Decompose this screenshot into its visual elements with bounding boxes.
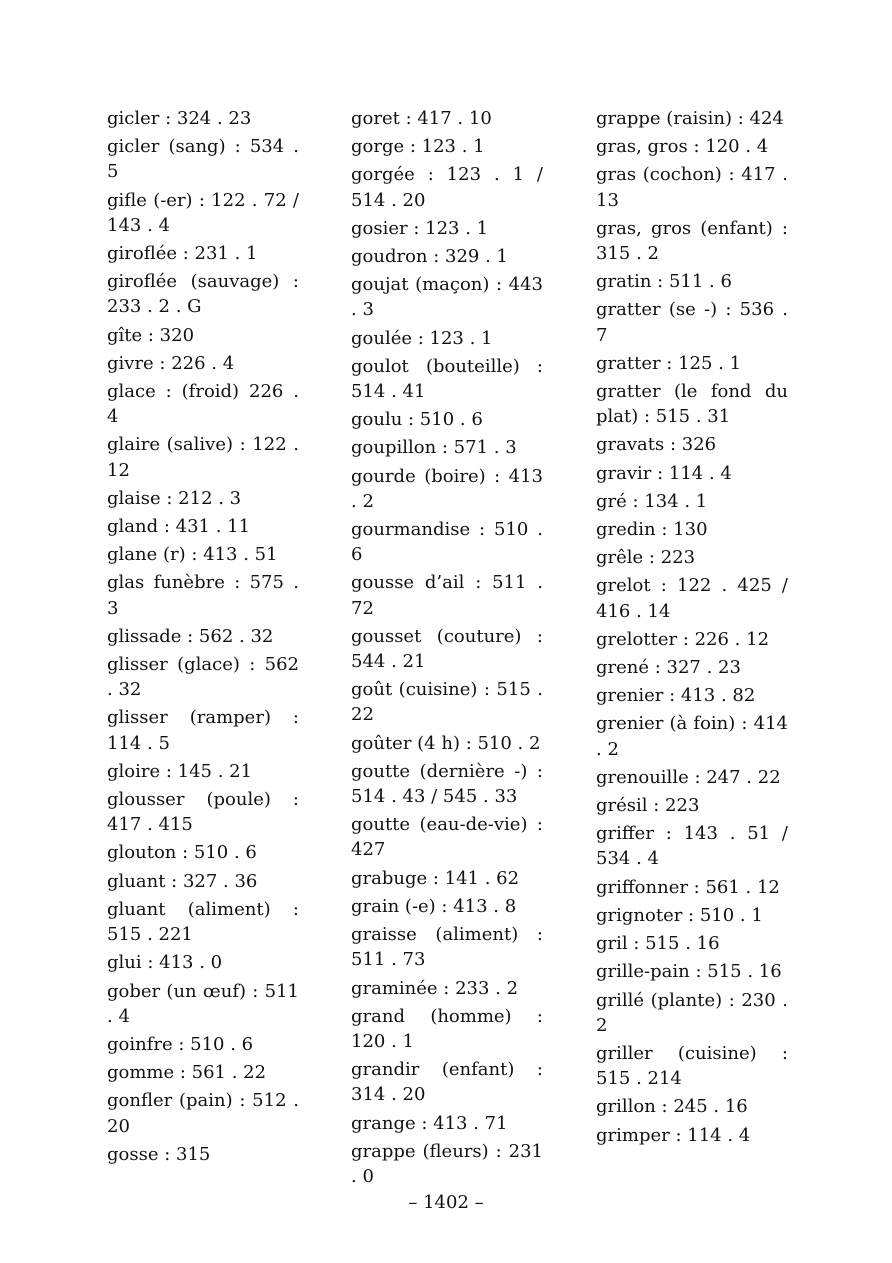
index-entry: gril : 515 . 16: [596, 933, 720, 955]
index-entry: grange : 413 . 71: [351, 1112, 508, 1134]
index-entry: glas funèbre : 575 . 3: [107, 572, 299, 619]
index-entry: grêle : 223: [596, 547, 696, 569]
index-entry: gousse d’ail : 511 . 72: [351, 572, 543, 619]
index-entry: gonfler (pain) : 512 . 20: [107, 1090, 299, 1137]
index-entry: glaire (salive) : 122 . 12: [107, 434, 299, 481]
index-entry: goulu : 510 . 6: [351, 409, 483, 431]
index-entry: grelotter : 226 . 12: [596, 628, 770, 650]
index-entry: gravir : 114 . 4: [596, 462, 732, 484]
index-entry: gratter (le fond du plat) : 515 . 31: [596, 381, 788, 428]
index-entry: grille-pain : 515 . 16: [596, 961, 782, 983]
index-entry: grenouille : 247 . 22: [596, 766, 781, 788]
index-entry: gland : 431 . 11: [107, 516, 251, 538]
index-entry: goudron : 329 . 1: [351, 246, 508, 268]
index-entry: grésil : 223: [596, 795, 700, 817]
index-entry: gredin : 130: [596, 519, 708, 541]
index-entry: gosier : 123 . 1: [351, 217, 489, 239]
index-entry: grabuge : 141 . 62: [351, 867, 520, 889]
index-entry: giroflée (sauvage) : 233 . 2 . G: [107, 271, 299, 318]
index-entry: goupillon : 571 . 3: [351, 437, 517, 459]
index-entry: grandir (enfant) : 314 . 20: [351, 1059, 543, 1106]
index-entry: goret : 417 . 10: [351, 108, 492, 129]
index-entry: grignoter : 510 . 1: [596, 904, 763, 926]
index-entry: goulot (bouteille) : 514 . 41: [351, 355, 543, 403]
index-entry: grappe (raisin) : 424: [596, 108, 784, 129]
index-entry: graminée : 233 . 2: [351, 977, 519, 999]
index-entry: gîte : 320: [107, 324, 195, 346]
index-entry: glace : (froid) 226 . 4: [107, 381, 299, 428]
index-entry: grappe (fleurs) : 231 . 0: [351, 1140, 543, 1187]
index-entry: glisser (glace) : 562 . 32: [107, 654, 299, 701]
index-entry: gosse : 315: [107, 1143, 211, 1165]
index-entry: griffonner : 561 . 12: [596, 876, 780, 898]
index-entry: glaise : 212 . 3: [107, 487, 242, 509]
index-entry: graisse (aliment) : 511 . 73: [351, 924, 543, 971]
index-entry: goinfre : 510 . 6: [107, 1033, 254, 1055]
index-entry: gourde (boire) : 413 . 2: [351, 465, 543, 512]
index-entry: glouton : 510 . 6: [107, 842, 257, 864]
index-entry: goutte (eau-de-vie) : 427: [351, 814, 543, 861]
index-entry: gorgée : 123 . 1 / 514 . 20: [351, 164, 543, 211]
index-entry: glisser (ramper) : 114 . 5: [107, 707, 299, 754]
index-entry: gober (un œuf) : 511 . 4: [107, 980, 299, 1027]
index-entry: grand (homme) : 120 . 1: [351, 1005, 543, 1052]
index-entry: gifle (-er) : 122 . 72 / 143 . 4: [107, 189, 299, 236]
index-entry: goût (cuisine) : 515 . 22: [351, 679, 543, 726]
index-entry: griller (cuisine) : 515 . 214: [596, 1042, 788, 1090]
index-entry: grain (-e) : 413 . 8: [351, 895, 517, 917]
index-entry: goûter (4 h) : 510 . 2: [351, 732, 541, 754]
index-entry: grimper : 114 . 4: [596, 1124, 751, 1146]
index-entry: gorge : 123 . 1: [351, 136, 485, 158]
index-entry: gomme : 561 . 22: [107, 1062, 267, 1084]
index-entry: gré : 134 . 1: [596, 490, 708, 512]
index-entry: grenier (à foin) : 414 . 2: [596, 713, 788, 760]
index-entry: givre : 226 . 4: [107, 352, 235, 374]
index-entry: grillé (plante) : 230 . 2: [596, 989, 788, 1036]
index-entry: gluant (aliment) : 515 . 221: [107, 898, 299, 946]
index-entry: glousser (poule) : 417 . 415: [107, 789, 299, 836]
index-entry: gicler (sang) : 534 . 5: [107, 136, 299, 183]
index-column-2: [351, 106, 543, 1192]
index-entry: goulée : 123 . 1: [351, 327, 493, 349]
index-entry: gratin : 511 . 6: [596, 271, 732, 293]
index-entry: grelot : 122 . 425 / 416 . 14: [596, 575, 788, 622]
index-entry: goutte (dernière -) : 514 . 43 / 545 . 33: [351, 760, 543, 808]
index-column-3: [596, 106, 788, 1151]
index-entry: grenier : 413 . 82: [596, 685, 756, 707]
page-number: – 1402 –: [408, 1192, 484, 1213]
index-entry: gratter (se -) : 536 . 7: [596, 299, 788, 346]
index-entry: goujat (maçon) : 443 . 3: [351, 274, 543, 321]
index-entry: gravats : 326: [596, 434, 717, 456]
index-entry: gicler : 324 . 23: [107, 108, 252, 129]
index-entry: giroflée : 231 . 1: [107, 243, 258, 265]
index-entry: gras (cochon) : 417 . 13: [596, 164, 788, 211]
index-entry: gluant : 327 . 36: [107, 870, 258, 892]
index-entry: griffer : 143 . 51 / 534 . 4: [596, 823, 788, 870]
index-entry: gousset (couture) : 544 . 21: [351, 625, 543, 673]
index-entry: glane (r) : 413 . 51: [107, 544, 278, 566]
index-entry: glissade : 562 . 32: [107, 625, 274, 647]
index-entry: glui : 413 . 0: [107, 952, 223, 974]
index-entry: gloire : 145 . 21: [107, 760, 253, 782]
index-entry: gras, gros (enfant) : 315 . 2: [596, 217, 788, 265]
index-entry: gourmandise : 510 . 6: [351, 519, 543, 566]
index-entry: gras, gros : 120 . 4: [596, 136, 769, 158]
index-entry: grené : 327 . 23: [596, 657, 741, 679]
index-entry: gratter : 125 . 1: [596, 352, 742, 374]
index-column-1: [107, 106, 299, 1170]
index-entry: grillon : 245 . 16: [596, 1096, 748, 1118]
